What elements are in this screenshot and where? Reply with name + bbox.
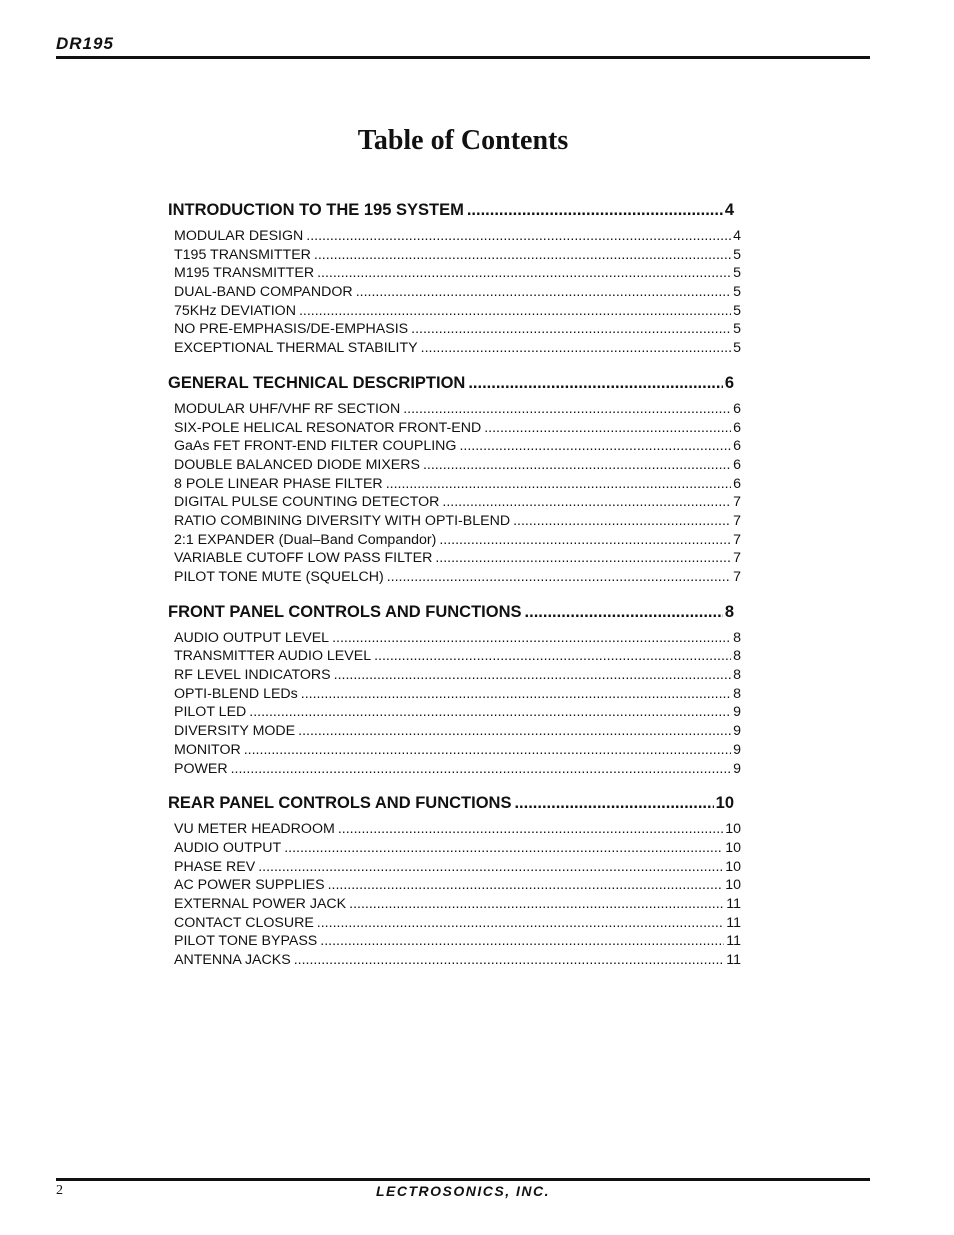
entry-label: ANTENNA JACKS (174, 952, 291, 968)
entry-label: RF LEVEL INDICATORS (174, 667, 331, 684)
table-of-contents (168, 198, 742, 983)
entry-page-number: 5 (733, 340, 741, 357)
toc-entry[interactable] (174, 685, 741, 704)
leader-dots (467, 198, 723, 222)
entry-label: CONTACT CLOSURE (174, 914, 314, 931)
leader-dots (421, 339, 731, 358)
entry-page-number: 7 (733, 531, 741, 548)
entry-page-number: 11 (726, 933, 741, 950)
entry-label: RATIO COMBINING DIVERSITY WITH OPTI-BLEND (174, 512, 511, 529)
toc-entry[interactable] (174, 568, 741, 587)
entry-page-number: 6 (733, 456, 741, 473)
entry-page-number: 11 (726, 914, 741, 931)
entry-label: EXTERNAL POWER JACK (174, 895, 347, 912)
leader-dots (317, 264, 731, 283)
entry-label: MONITOR (174, 741, 241, 758)
entry-label: MODULAR UHF/VHF RF SECTION (174, 400, 401, 417)
section-title: FRONT PANEL CONTROLS AND FUNCTIONS (168, 602, 522, 621)
leader-dots (249, 703, 731, 722)
entry-page-number: 8 (733, 629, 741, 646)
entry-page-number: 9 (733, 760, 741, 777)
section-title: INTRODUCTION TO THE 195 SYSTEM (168, 201, 464, 219)
entry-label: PILOT TONE MUTE (SQUELCH) (174, 569, 384, 585)
toc-entry[interactable] (174, 493, 741, 512)
entry-page-number: 5 (733, 246, 741, 263)
entry-page-number: 7 (733, 550, 741, 567)
leader-dots (525, 600, 723, 624)
entry-page-number: 10 (725, 839, 741, 856)
leader-dots (435, 549, 731, 568)
entry-page-number: 9 (733, 704, 741, 721)
toc-section-heading[interactable] (168, 198, 734, 222)
toc-entry[interactable] (174, 666, 741, 685)
leader-dots (338, 820, 723, 839)
entry-label: GaAs FET FRONT-END FILTER COUPLING (174, 438, 457, 455)
toc-entry[interactable] (174, 549, 741, 568)
leader-dots (411, 320, 731, 339)
toc-section-heading[interactable] (168, 600, 734, 624)
leader-dots (386, 475, 731, 494)
leader-dots (468, 371, 722, 395)
toc-entry[interactable] (174, 512, 741, 531)
toc-section (168, 600, 742, 779)
leader-dots (513, 512, 731, 531)
toc-entry[interactable] (174, 320, 741, 339)
entry-page-number: 11 (726, 952, 741, 968)
toc-entry[interactable] (174, 820, 741, 839)
entry-page-number: 5 (733, 302, 741, 319)
entry-label: T195 TRANSMITTER (174, 246, 311, 263)
toc-section-heading[interactable] (168, 791, 734, 815)
entry-page-number: 6 (733, 419, 741, 436)
toc-entry[interactable] (174, 914, 741, 933)
entry-label: MODULAR DESIGN (174, 228, 304, 244)
toc-entry[interactable] (174, 722, 741, 741)
header-rule (56, 56, 870, 59)
entry-label: DIGITAL PULSE COUNTING DETECTOR (174, 494, 440, 511)
entry-page-number: 9 (733, 723, 741, 740)
entry-page-number: 7 (733, 512, 741, 529)
entry-label: PILOT TONE BYPASS (174, 933, 318, 950)
toc-entry[interactable] (174, 419, 741, 438)
leader-dots (374, 647, 731, 666)
toc-entry[interactable] (174, 629, 741, 648)
entry-label: PHASE REV (174, 858, 256, 875)
entry-page-number: 8 (733, 648, 741, 665)
toc-section (168, 371, 742, 587)
entry-page-number: 10 (725, 858, 741, 875)
leader-dots (442, 493, 731, 512)
entry-label: NO PRE-EMPHASIS/DE-EMPHASIS (174, 321, 409, 338)
leader-dots (387, 568, 731, 587)
toc-section (168, 198, 742, 358)
toc-entry[interactable] (174, 456, 741, 475)
entry-page-number: 5 (733, 265, 741, 282)
entry-label: DOUBLE BALANCED DIODE MIXERS (174, 456, 420, 473)
leader-dots (328, 876, 724, 895)
section-title: REAR PANEL CONTROLS AND FUNCTIONS (168, 794, 512, 813)
leader-dots (356, 283, 731, 302)
entry-page-number: 9 (733, 741, 741, 758)
footer-rule (56, 1178, 870, 1181)
toc-entry[interactable] (174, 531, 741, 550)
entry-page-number: 8 (733, 685, 741, 702)
entry-page-number: 6 (733, 475, 741, 492)
leader-dots (301, 685, 731, 704)
document-title: DR195 (56, 34, 114, 53)
toc-entry[interactable] (174, 703, 741, 722)
toc-entry[interactable] (174, 895, 741, 914)
section-title: GENERAL TECHNICAL DESCRIPTION (168, 373, 466, 392)
entry-label: M195 TRANSMITTER (174, 265, 315, 282)
entry-label: OPTI-BLEND LEDs (174, 685, 298, 702)
toc-entry[interactable] (174, 227, 741, 246)
toc-section (168, 791, 742, 970)
entry-page-number: 5 (733, 321, 741, 338)
toc-entry[interactable] (174, 839, 741, 858)
section-page-number: 6 (724, 373, 734, 392)
page-title: Table of Contents (357, 125, 569, 156)
toc-entry[interactable] (174, 302, 741, 321)
entry-page-number: 8 (733, 667, 741, 684)
leader-dots (306, 227, 731, 246)
entry-label: TRANSMITTER AUDIO LEVEL (174, 648, 372, 665)
leader-dots (484, 419, 731, 438)
leader-dots (349, 895, 724, 914)
leader-dots (294, 951, 725, 970)
toc-entry[interactable] (174, 858, 741, 877)
leader-dots (258, 858, 723, 877)
toc-entry[interactable] (174, 760, 741, 779)
entry-label: AC POWER SUPPLIES (174, 877, 325, 894)
leader-dots (284, 839, 723, 858)
entry-label: PILOT LED (174, 704, 247, 721)
leader-dots (439, 531, 731, 550)
leader-dots (334, 666, 731, 685)
entry-label: 8 POLE LINEAR PHASE FILTER (174, 475, 383, 492)
entry-page-number: 6 (733, 400, 741, 417)
section-page-number: 4 (724, 201, 734, 219)
leader-dots (514, 791, 713, 815)
entry-page-number: 4 (733, 228, 741, 244)
company-name: LECTROSONICS, INC. (375, 1183, 550, 1199)
entry-label: 2:1 EXPANDER (Dual–Band Compandor) (174, 531, 437, 548)
leader-dots (320, 932, 724, 951)
entry-label: EXCEPTIONAL THERMAL STABILITY (174, 340, 418, 357)
entry-page-number: 6 (733, 438, 741, 455)
toc-entry[interactable] (174, 246, 741, 265)
entry-page-number: 10 (725, 877, 741, 894)
section-page-number: 10 (715, 794, 734, 813)
leader-dots (298, 722, 731, 741)
entry-label: DIVERSITY MODE (174, 723, 296, 740)
toc-entry[interactable] (174, 339, 741, 358)
toc-entry[interactable] (174, 475, 741, 494)
entry-page-number: 10 (725, 821, 741, 838)
entry-label: POWER (174, 760, 228, 777)
entry-label: AUDIO OUTPUT (174, 839, 282, 856)
leader-dots (317, 914, 724, 933)
page-number: 2 (56, 1183, 63, 1198)
toc-section-heading[interactable] (168, 371, 734, 395)
section-page-number: 8 (724, 602, 734, 621)
leader-dots (244, 741, 731, 760)
leader-dots (423, 456, 731, 475)
toc-entry[interactable] (174, 876, 741, 895)
toc-entry[interactable] (174, 437, 741, 456)
leader-dots (459, 437, 731, 456)
leader-dots (403, 400, 731, 419)
entry-label: VU METER HEADROOM (174, 821, 335, 838)
entry-page-number: 11 (726, 895, 741, 912)
entry-label: VARIABLE CUTOFF LOW PASS FILTER (174, 550, 433, 567)
toc-entry[interactable] (174, 400, 741, 419)
entry-label: SIX-POLE HELICAL RESONATOR FRONT-END (174, 419, 482, 436)
entry-page-number: 7 (733, 494, 741, 511)
entry-label: 75KHz DEVIATION (174, 302, 296, 319)
toc-entry[interactable] (174, 741, 741, 760)
leader-dots (231, 760, 732, 779)
toc-entry[interactable] (174, 283, 741, 302)
toc-entry[interactable] (174, 951, 741, 970)
entry-label: DUAL-BAND COMPANDOR (174, 284, 353, 301)
leader-dots (314, 246, 731, 265)
entry-page-number: 5 (733, 284, 741, 301)
toc-entry[interactable] (174, 932, 741, 951)
entry-page-number: 7 (733, 569, 741, 585)
toc-entry[interactable] (174, 264, 741, 283)
leader-dots (299, 302, 731, 321)
toc-entry[interactable] (174, 647, 741, 666)
leader-dots (332, 629, 731, 648)
entry-label: AUDIO OUTPUT LEVEL (174, 629, 330, 646)
